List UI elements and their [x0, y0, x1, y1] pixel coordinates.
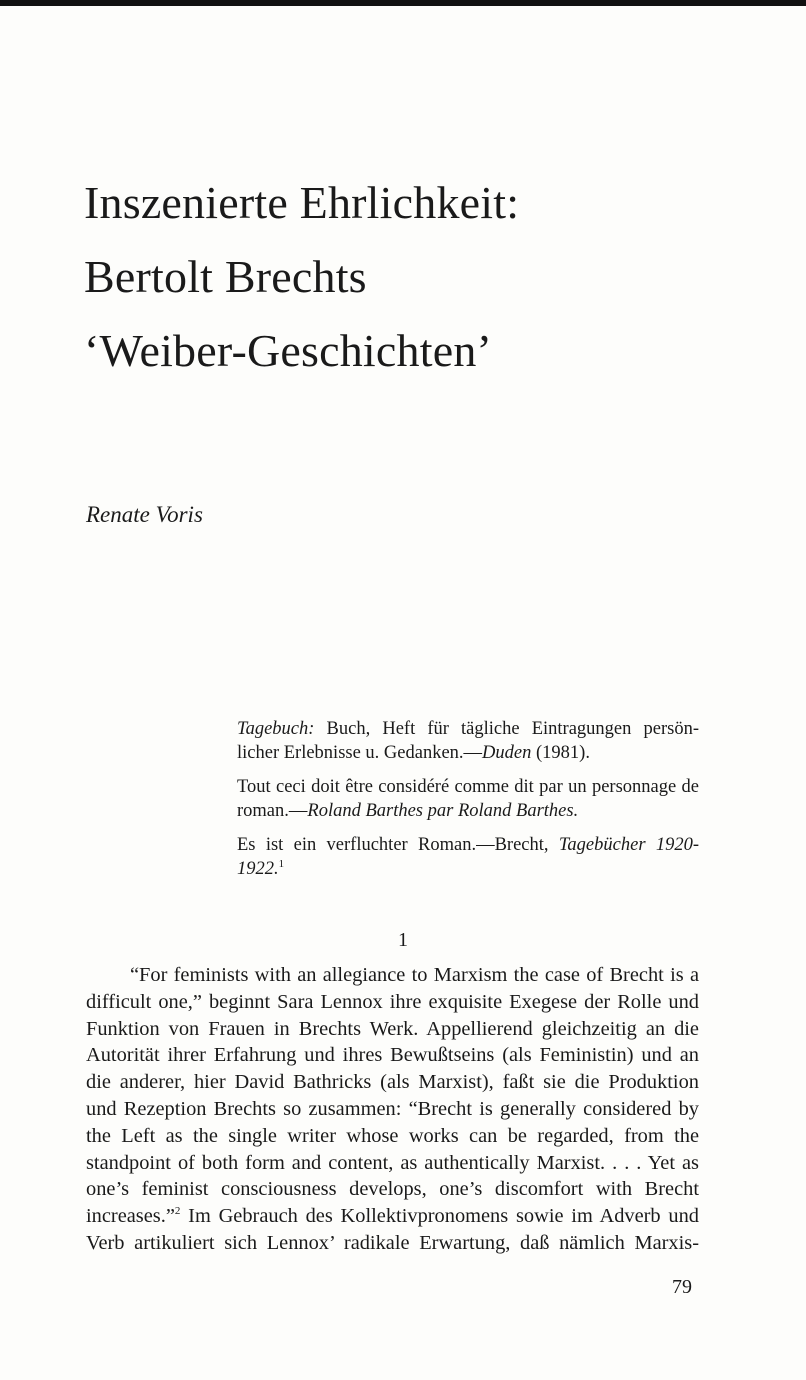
epigraph-source: Roland Barthes par Roland Barthes.: [307, 800, 579, 821]
title-line: Bertolt Brechts: [84, 251, 367, 302]
body-line: difficult one,” beginnt Sara Lennox ihre exquisite Exegese der Rolle und: [86, 990, 699, 1013]
body-line: one’s feminist consciousness develops, one’s discomfort with Brecht: [86, 1178, 699, 1201]
epigraph-text: (1981).: [531, 742, 590, 763]
epigraph-line: [237, 742, 699, 766]
page-number: 79: [672, 1276, 692, 1298]
epigraph-text: Buch, Heft für tägliche Eintragungen persön-: [314, 719, 699, 739]
body-line: [86, 1203, 699, 1230]
epigraphs: [237, 718, 699, 892]
article-title: [84, 166, 764, 388]
body-line: Verb artikuliert sich Lennox’ radikale Erwartung, daß nämlich Marxis-: [86, 1231, 699, 1254]
epigraph-line: [237, 718, 699, 742]
epigraph-line: [237, 858, 699, 882]
body-paragraph: [86, 962, 699, 1257]
title-line: ‘Weiber-Geschichten’: [84, 325, 493, 376]
footnote-marker[interactable]: 1: [278, 857, 285, 870]
body-line: “For feminists with an allegiance to Marxism the case of Brecht is a: [130, 964, 699, 986]
body-line: Funktion von Frauen in Brechts Werk. Appellierend gleichzeitig an die: [86, 1017, 699, 1040]
epigraph-brecht: [237, 834, 699, 881]
epigraph-duden: [237, 718, 699, 765]
top-border-rule: [0, 0, 806, 6]
title-line: Inszenierte Ehrlichkeit:: [84, 177, 520, 228]
section-number: 1: [398, 929, 408, 951]
body-line: und Rezeption Brechts so zusammen: “Brecht is generally considered by: [86, 1097, 699, 1120]
epigraph-source: Tagebücher 1920-: [558, 835, 699, 855]
body-line: standpoint of both form and content, as authentically Marxist. . . . Yet as: [86, 1151, 699, 1174]
epigraph-text: Es ist ein verfluchter Roman.—Brecht,: [237, 835, 559, 855]
body-text-segment: increases.”: [86, 1205, 175, 1228]
epigraph-line: [237, 800, 699, 824]
footnote-marker[interactable]: 2: [174, 1205, 181, 1218]
epigraph-line: Tout ceci doit être considéré comme dit par un personnage de: [237, 777, 699, 797]
epigraph-source: 1922.: [237, 858, 279, 879]
body-text-segment: Im Gebrauch des Kollektivpronomens sowie im Adverb und: [180, 1205, 699, 1228]
body-line: die anderer, hier David Bathricks (als Marxist), faßt sie die Produktion: [86, 1071, 699, 1094]
epigraph-italic: Tagebuch:: [237, 719, 315, 739]
author-name: Renate Voris: [86, 502, 203, 527]
epigraph-source: Duden: [482, 742, 532, 763]
body-line: Autorität ihrer Erfahrung und ihres Bewußtseins (als Feministin) und an: [86, 1044, 699, 1067]
epigraph-text: roman.—: [237, 800, 308, 821]
epigraph-line: [237, 834, 699, 858]
epigraph-barthes: [237, 776, 699, 823]
body-line: the Left as the single writer whose works can be regarded, from the: [86, 1124, 699, 1147]
epigraph-text: licher Erlebnisse u. Gedanken.—: [237, 742, 483, 763]
